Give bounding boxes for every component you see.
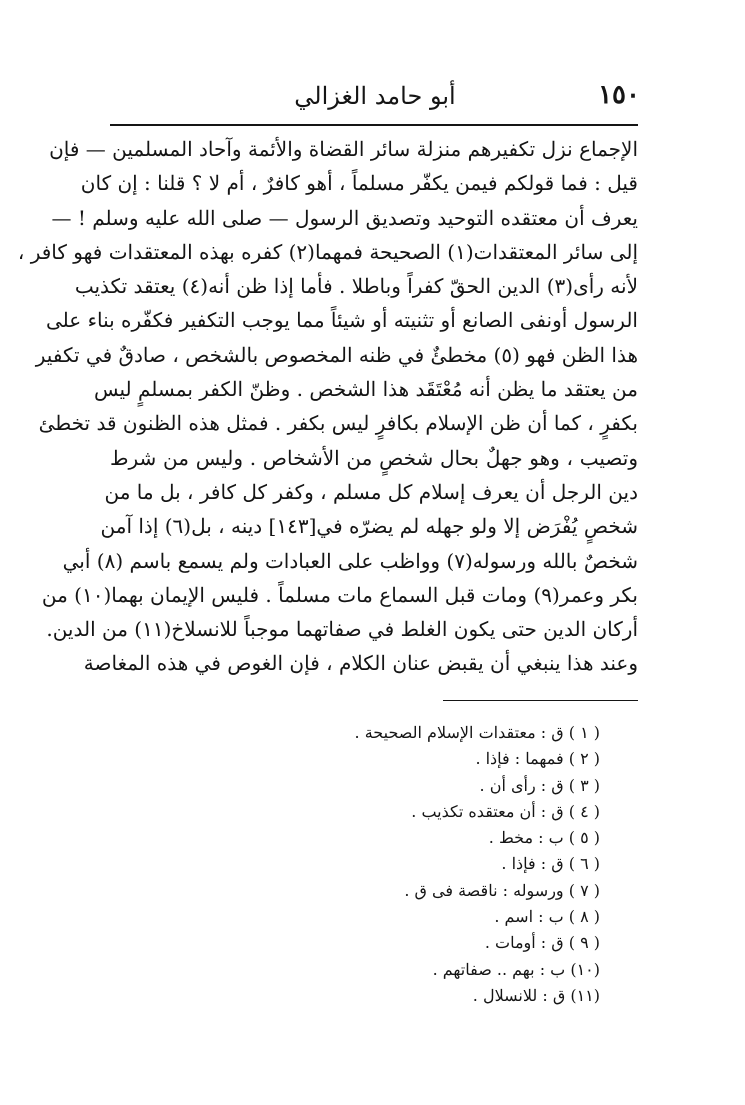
footnote: ( ٦ ) ق : فإذا .	[501, 854, 600, 874]
footnote: ( ٢ ) فمهما : فإذا .	[475, 749, 600, 769]
footnotes	[150, 720, 600, 1009]
page-number: ١٥٠	[598, 80, 640, 110]
footnote-rule	[443, 700, 638, 701]
footnote: ( ٣ ) ق : رأى أن .	[479, 775, 600, 795]
text-line: وتصيب ، وهو جهلٌ بحال شخصٍ من الأشخاص . وليس من شرط	[110, 445, 638, 470]
text-line: بكر وعمر(٩) ومات قبل السماع مات مسلماً . فليس الإيمان بهما(١٠) من	[41, 582, 638, 607]
footnote: ( ٨ ) ب : اسم .	[494, 907, 600, 927]
header-rule	[110, 124, 638, 126]
footnote: ( ٤ ) ق : أن معتقده تكذيب .	[411, 801, 600, 821]
text-line: يعرف أن معتقده التوحيد وتصديق الرسول — صلى الله عليه وسلم ! —	[51, 205, 638, 230]
footnote: ( ٥ ) ب : مخط .	[488, 828, 600, 848]
main-text	[17, 132, 638, 681]
page-header	[110, 78, 640, 122]
running-title: أبو حامد الغزالي	[294, 82, 456, 110]
footnote: (١٠) ب : بهم .. صفاتهم .	[432, 959, 600, 979]
text-line: دين الرجل أن يعرف إسلام كل مسلم ، وكفر كل كافر ، بل ما من	[104, 479, 638, 504]
text-line: شخصٌ بالله ورسوله(٧) وواظب على العبادات ولم يسمع باسم (٨) أبي	[62, 548, 638, 573]
text-line: قيل : فما قولكم فيمن يكفّر مسلماً ، أهو كافرٌ ، أم لا ؟ قلنا : إن كان	[80, 171, 638, 196]
text-line: الإجماع نزل تكفيرهم منزلة سائر القضاة والأئمة وآحاد المسلمين — فإن	[49, 137, 638, 161]
text-line: شخصٍ يُفْرَض إلا ولو جهله لم يضرّه في[١٤٣] دينه ، بل(٦) إذا آمن	[100, 514, 638, 539]
text-line: من يعتقد ما يظن أنه مُعْتَقَد هذا الشخص . وظنّ الكفر بمسلمٍ ليس	[94, 377, 638, 402]
text-line: هذا الظن فهو (٥) مخطئٌ في ظنه المخصوص بالشخص ، صادقٌ في تكفير	[35, 342, 638, 367]
footnote: ( ٧ ) ورسوله : ناقصة فى ق .	[404, 880, 600, 900]
footnote: (١١) ق : للانسلال .	[472, 985, 600, 1005]
text-line: وعند هذا ينبغي أن يقبض عنان الكلام ، فإن الغوص في هذه المغاصة	[83, 651, 638, 676]
text-line: إلى سائر المعتقدات(١) الصحيحة فمهما(٢) كفره بهذه المعتقدات فهو كافر ،	[17, 239, 638, 264]
footnote: ( ١ ) ق : معتقدات الإسلام الصحيحة .	[354, 723, 600, 742]
text-line: بكفرٍ ، كما أن ظن الإسلام بكافرٍ ليس بكفر . فمثل هذه الظنون قد تخطئ	[38, 411, 638, 436]
footnote: ( ٩ ) ق : أومات .	[484, 933, 600, 953]
text-line: أركان الدين حتى يكون الغلط في صفاتهما موجباً للانسلاخ(١١) من الدين.	[46, 617, 638, 642]
text-line: الرسول أونفى الصانع أو تثنيته أو شيئاً مما يوجب التكفير فكفّره بناء على	[46, 308, 638, 333]
text-line: لأنه رأى(٣) الدين الحقّ كفراً وباطلا . فأما إذا ظن أنه(٤) يعتقد تكذيب	[74, 274, 638, 299]
